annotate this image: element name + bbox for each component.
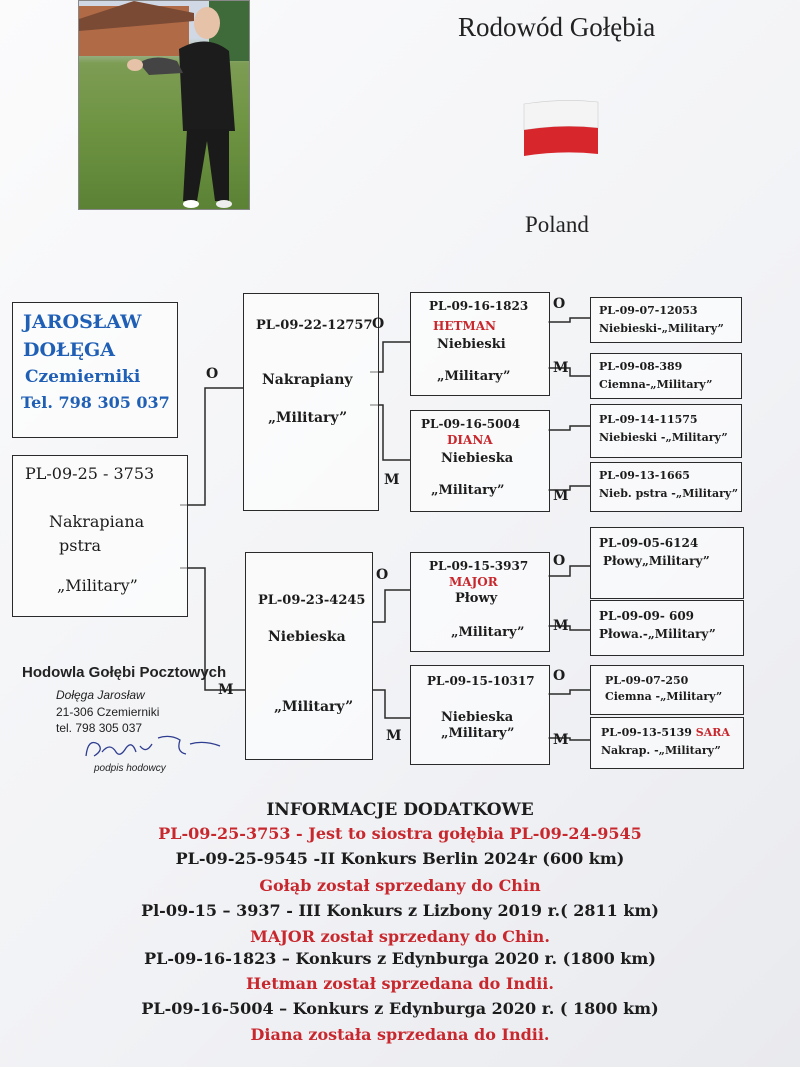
granddam-maternal-color: Niebieska bbox=[441, 710, 514, 725]
sire-marker: O bbox=[553, 553, 566, 569]
great-grandparent-ring-number: PL-09-13-5139 bbox=[601, 726, 692, 739]
subject-color-line1: Nakrapiana bbox=[49, 512, 145, 531]
great-grandparent-ring: PL-09-07-12053 bbox=[599, 304, 698, 317]
granddam-paternal-ring: PL-09-16-5004 bbox=[421, 417, 521, 431]
dam-marker: M bbox=[384, 472, 400, 488]
great-grandparent-ring: PL-09-13-1665 bbox=[599, 469, 690, 482]
owner-photo bbox=[78, 0, 250, 210]
dam-color: Niebieska bbox=[268, 629, 346, 645]
dam-marker: M bbox=[553, 360, 569, 376]
signature-caption: podpis hodowcy bbox=[94, 763, 166, 774]
great-grandparent-desc: Płowy„Military” bbox=[603, 554, 710, 568]
dam-marker: M bbox=[218, 682, 234, 698]
grandsire-maternal-color: Płowy bbox=[455, 591, 498, 606]
granddam-paternal-name: DIANA bbox=[447, 433, 493, 447]
grandsire-maternal-ring: PL-09-15-3937 bbox=[429, 559, 529, 573]
country-label: Poland bbox=[525, 212, 589, 237]
sire-box bbox=[243, 293, 379, 511]
dam-marker: M bbox=[386, 728, 402, 744]
grandsire-maternal-name: MAJOR bbox=[449, 575, 498, 589]
great-grandparent-desc: Niebieski-„Military” bbox=[599, 322, 724, 335]
great-grandparent-ring bbox=[601, 726, 730, 739]
subject-color-line2: pstra bbox=[59, 536, 102, 555]
granddam-maternal-box bbox=[410, 665, 550, 765]
great-grandparent-box bbox=[590, 404, 742, 458]
great-grandparent-name: SARA bbox=[695, 726, 730, 739]
subject-strain: „Military” bbox=[57, 576, 138, 595]
kennel-phone: tel. 798 305 037 bbox=[56, 721, 143, 735]
info-line: PL-09-25-3753 - Jest to siostra gołębia PL-09-24-9545 bbox=[158, 824, 642, 843]
sire-ring: PL-09-22-12757 bbox=[256, 318, 373, 333]
grandsire-paternal-strain: „Military” bbox=[437, 369, 511, 384]
great-grandparent-desc: Nakrap. -„Military” bbox=[601, 744, 721, 757]
great-grandparent-box bbox=[590, 462, 742, 512]
info-line: PL-09-25-9545 -II Konkurs Berlin 2024r (600 km) bbox=[175, 849, 625, 868]
great-grandparent-box bbox=[590, 297, 742, 343]
kennel-owner: Dołęga Jarosław bbox=[56, 688, 145, 702]
sire-marker: O bbox=[376, 567, 389, 583]
dam-marker: M bbox=[553, 488, 569, 504]
grandsire-maternal-box bbox=[410, 552, 550, 652]
granddam-paternal-strain: „Military” bbox=[431, 483, 505, 498]
info-line: PL-09-16-5004 – Konkurs z Edynburga 2020 r. ( 1800 km) bbox=[141, 999, 659, 1018]
breeder-town: Czemierniki bbox=[25, 367, 141, 387]
info-heading: INFORMACJE DODATKOWE bbox=[266, 800, 534, 820]
grandsire-paternal-box bbox=[410, 292, 550, 396]
subject-pigeon-box bbox=[12, 455, 188, 617]
page-title: Rodowód Gołębia bbox=[458, 12, 656, 42]
great-grandparent-desc: Ciemna -„Military” bbox=[605, 690, 723, 703]
kennel-address: 21-306 Czemierniki bbox=[56, 705, 160, 719]
dam-box bbox=[245, 552, 373, 760]
poland-flag-icon bbox=[522, 98, 600, 156]
breeder-last-name: DOŁĘGA bbox=[23, 339, 115, 361]
sire-strain: „Military” bbox=[268, 410, 348, 426]
great-grandparent-ring: PL-09-14-11575 bbox=[599, 413, 698, 426]
great-grandparent-box bbox=[590, 527, 744, 599]
subject-ring: PL-09-25 - 3753 bbox=[25, 464, 155, 483]
info-line: PL-09-16-1823 – Konkurs z Edynburga 2020 r. (1800 km) bbox=[144, 949, 656, 968]
dam-ring: PL-09-23-4245 bbox=[258, 593, 366, 608]
great-grandparent-ring: PL-09-09- 609 bbox=[599, 609, 695, 623]
great-grandparent-box bbox=[590, 353, 742, 399]
dam-marker: M bbox=[553, 732, 569, 748]
dam-marker: M bbox=[553, 618, 569, 634]
kennel-name: Hodowla Gołębi Pocztowych bbox=[22, 664, 227, 681]
grandsire-paternal-name: HETMAN bbox=[433, 319, 496, 333]
info-line: Pl-09-15 – 3937 - III Konkurs z Lizbony 2019 r.( 2811 km) bbox=[141, 901, 659, 920]
great-grandparent-desc: Ciemna-„Military” bbox=[599, 378, 713, 391]
great-grandparent-box bbox=[590, 665, 744, 715]
great-grandparent-desc: Płowa.-„Military” bbox=[599, 627, 716, 641]
great-grandparent-desc: Nieb. pstra -„Military” bbox=[599, 487, 739, 500]
granddam-paternal-box bbox=[410, 410, 550, 512]
great-grandparent-desc: Niebieski -„Military” bbox=[599, 431, 728, 444]
sire-marker: O bbox=[206, 366, 219, 382]
breeder-first-name: JAROSŁAW bbox=[23, 311, 142, 333]
sire-marker: O bbox=[553, 296, 566, 312]
sire-color: Nakrapiany bbox=[262, 372, 353, 388]
great-grandparent-ring: PL-09-07-250 bbox=[605, 674, 689, 687]
granddam-paternal-color: Niebieska bbox=[441, 451, 514, 466]
great-grandparent-ring: PL-09-08-389 bbox=[599, 360, 683, 373]
sire-marker: O bbox=[372, 316, 385, 332]
breeder-phone: Tel. 798 305 037 bbox=[21, 393, 170, 412]
dam-strain: „Military” bbox=[274, 699, 354, 715]
info-line: Gołąb został sprzedany do Chin bbox=[259, 876, 541, 895]
info-line: MAJOR został sprzedany do Chin. bbox=[250, 927, 550, 946]
great-grandparent-ring: PL-09-05-6124 bbox=[599, 536, 699, 550]
breeder-box bbox=[12, 302, 178, 438]
granddam-maternal-strain: „Military” bbox=[441, 726, 515, 741]
info-line: Hetman został sprzedana do Indii. bbox=[246, 974, 554, 993]
granddam-maternal-ring: PL-09-15-10317 bbox=[427, 674, 535, 688]
breeder-signature bbox=[80, 730, 225, 766]
sire-marker: O bbox=[553, 668, 566, 684]
info-line: Diana została sprzedana do Indii. bbox=[250, 1025, 550, 1044]
grandsire-maternal-strain: „Military” bbox=[451, 625, 525, 640]
grandsire-paternal-color: Niebieski bbox=[437, 337, 506, 352]
grandsire-paternal-ring: PL-09-16-1823 bbox=[429, 299, 529, 313]
great-grandparent-box bbox=[590, 717, 744, 769]
great-grandparent-box bbox=[590, 600, 744, 656]
